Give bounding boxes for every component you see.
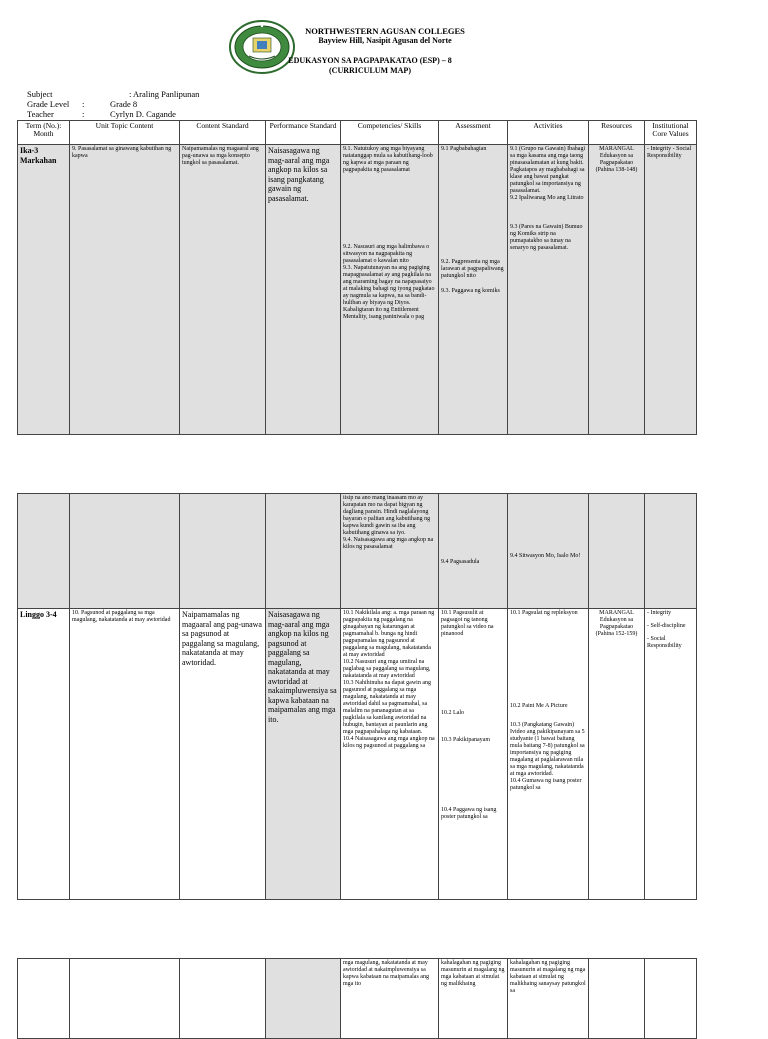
activity-item: 9.2 Ipaliwanag Mo ang Litrato bbox=[510, 195, 584, 201]
assessment-cell bbox=[439, 494, 508, 609]
resources-cell bbox=[589, 959, 645, 1039]
grade-label: Grade Level bbox=[27, 99, 70, 109]
performance-cell: Naisasagawa ng mag-aaral ang mga angkop na kilos ng pagsunod at paggalang sa magulang, nakatatanda at may awtoridad at nakaimpluwensiya sa kapwa kabataan na maipamalas ang mga ito. bbox=[266, 609, 341, 900]
document-title: EDUKASYON SA PAGPAPAKATAO (ESP) – 8 bbox=[288, 56, 452, 65]
school-header bbox=[300, 26, 470, 46]
value-item: - Social Responsibility bbox=[647, 636, 682, 649]
activity-item: 10.3 (Pangkatang Gawain) Ivideo ang pakikipanayam sa 5 studyante (1 bawat baitang mula baitang 7-8) patungkol sa importansiya ng pagiging magalang at paglalarawan nila sa mga magulang, nakatatanda at mga awtoridad. bbox=[510, 722, 585, 777]
activity-item: 9.4 Sitwasyon Mo, Isalo Mo! bbox=[510, 553, 581, 559]
competency-item: 9.4. Naisasagawa ang mga angkop na kilos ng pasasalamat bbox=[343, 537, 434, 550]
subject-label: Subject bbox=[27, 89, 53, 99]
competency-item: 10.1 Nakikilala ang: a. mga paraan ng pagpapakita ng paggalang na ginagabayan ng katarungan at pagmamahal b. bunga ng hindi pagpapamalas ng pagsunod at paggalang sa magulang, nakatatanda at may awtoridad bbox=[343, 610, 435, 658]
assessment-item: 10.4 Paggawa ng isang poster patungkol sa bbox=[441, 807, 497, 820]
school-address: Bayview Hill, Nasipit Agusan del Norte bbox=[318, 36, 452, 45]
teacher-label: Teacher bbox=[27, 109, 54, 119]
activities-cell bbox=[508, 494, 589, 609]
competency-item: 10.3 Nahihinuha na dapat gawin ang pagsunod at paggalang sa mga magulang, nakatatanda at may awtoridad dahil sa pagmamahal, sa malalim na pananagutan at sa pagkilala sa kanilang awtoridad na hubugin, bantayan at paunlarin ang mga pagpapahalaga ng kabataan. bbox=[343, 680, 431, 735]
header-activities: Activities bbox=[508, 121, 589, 145]
assessment-item: 10.2 Lalo bbox=[441, 710, 464, 716]
table-row bbox=[18, 959, 697, 1039]
competency-item: 9.2. Nasusuri ang mga halimbawa o sitwasyon na nagpapakita ng pasasalamat o kawalan nito bbox=[343, 244, 430, 264]
document-subtitle: (CURRICULUM MAP) bbox=[329, 66, 411, 75]
competencies-cell: mga magulang, nakatatanda at may awtoridad at nakaimpluwensiya sa kapwa kabataan na maipamalas ang mga ito bbox=[341, 959, 439, 1039]
performance-cell bbox=[266, 959, 341, 1039]
resources-cell: MARANGAL Edukasyon sa Pagpapakatao (Pahina 138-148) bbox=[589, 145, 645, 435]
grade-value: Grade 8 bbox=[110, 99, 138, 109]
header-performance: Performance Standard bbox=[266, 121, 341, 145]
document-title-block bbox=[270, 56, 470, 76]
teacher-colon: : bbox=[82, 109, 85, 119]
table-row bbox=[18, 494, 697, 609]
header-values: Institutional Core Values bbox=[645, 121, 697, 145]
unit-cell bbox=[70, 959, 180, 1039]
grade-colon: : bbox=[82, 99, 85, 109]
subject-value: : Araling Panlipunan bbox=[129, 89, 200, 99]
curriculum-table-3 bbox=[17, 958, 697, 1039]
header-resources: Resources bbox=[589, 121, 645, 145]
competencies-cell bbox=[341, 145, 439, 435]
teacher-value: Cyrlyn D. Cagande bbox=[110, 109, 176, 119]
activity-item: 10.2 Paint Me A Picture bbox=[510, 703, 568, 709]
curriculum-table-1 bbox=[17, 120, 697, 435]
resources-cell bbox=[589, 494, 645, 609]
assessment-item: 9.3. Paggawa ng komiks bbox=[441, 288, 500, 294]
activity-item: 9.3 (Pares na Gawain) Bumuo ng Komiks strip na pumapatakbo sa tunay na senaryo ng pasasalamat. bbox=[510, 224, 583, 251]
content-cell: Naipamamalas ng magaaral ang pag-unawa sa mga konsepto tungkol sa pasasalamat. bbox=[180, 145, 266, 435]
activities-cell: kahalagahan ng pagiging masunurin at magalang ng mga kabataan at simulat ng malikhaing sanaysay patungkol sa bbox=[508, 959, 589, 1039]
value-item: - Integrity bbox=[647, 610, 672, 616]
activity-item: 10.1 Pagsulat ng repleksyon bbox=[510, 610, 578, 616]
values-cell: - Integrity - Social Responsibility bbox=[645, 145, 697, 435]
curriculum-table-2 bbox=[17, 493, 697, 900]
assessment-cell bbox=[439, 609, 508, 900]
header-competencies: Competencies/ Skills bbox=[341, 121, 439, 145]
performance-cell: Naisasagawa ng mag-aaral ang mga angkop na kilos sa isang pangkatang gawain ng pasasalamat. bbox=[266, 145, 341, 435]
competencies-cell bbox=[341, 609, 439, 900]
content-cell: Naipamamalas ng magaaral ang pag-unawa sa pagsunod at paggalang sa magulang, nakatatanda at may awtoridad. bbox=[180, 609, 266, 900]
activities-cell bbox=[508, 609, 589, 900]
header-term: Term (No.): Month bbox=[18, 121, 70, 145]
header-row bbox=[18, 121, 697, 145]
competency-item: 10.2 Nasusuri ang mga umiiral na paglabag sa paggalang sa magulang, nakatatanda at may awtoridad bbox=[343, 659, 431, 679]
values-cell bbox=[645, 494, 697, 609]
values-cell bbox=[645, 959, 697, 1039]
header-assessment: Assessment bbox=[439, 121, 508, 145]
unit-cell: 9. Pasasalamat sa ginawang kabutihan ng kapwa bbox=[70, 145, 180, 435]
term-cell: Linggo 3-4 bbox=[18, 609, 70, 900]
competency-item: iisip na ano mang inaasam mo ay karapatan mo na dapat bigyan ng dagliang pansin. Hindi naglalayong bayaran o palitan ang kabutihang ng kapwa kundi gawin sa iba ang kabutihang ginawa sa iyo. bbox=[343, 495, 431, 536]
content-cell bbox=[180, 959, 266, 1039]
value-item: - Self-discipline bbox=[647, 623, 686, 629]
performance-cell bbox=[266, 494, 341, 609]
competency-item: 9.3. Napatutunayan na ang pagiging mapagpasalamat ay ang pagkilala na ang maraming bagay na napapasaiyo at malaking bahagi ng iyong pagkatao ay nagmula sa kapwa, na sa bandi-huliban ay biyaya ng Diyos. Kabaligtaran ito ng Entitlement Mentality, isang paniniwala o pag bbox=[343, 265, 435, 320]
resources-cell: MARANGAL Edukasyon sa Pagpapakatao (Pahina 152-159) bbox=[589, 609, 645, 900]
assessment-item: 10.3 Pakikipanayam bbox=[441, 737, 490, 743]
assessment-cell: kahalagahan ng pagiging masunurin at magalang ng mga kabataan at simulat ng malikhaing bbox=[439, 959, 508, 1039]
term-cell: Ika-3 Markahan bbox=[18, 145, 70, 435]
unit-cell bbox=[70, 494, 180, 609]
table-row bbox=[18, 609, 697, 900]
header-unit: Unit Topic Content bbox=[70, 121, 180, 145]
assessment-item: 9.4 Pagsasadula bbox=[441, 559, 480, 565]
term-cell bbox=[18, 494, 70, 609]
competencies-cell bbox=[341, 494, 439, 609]
header-content: Content Standard bbox=[180, 121, 266, 145]
assessment-item: 9.1 Pagbabahagian bbox=[441, 146, 487, 152]
values-cell bbox=[645, 609, 697, 900]
assessment-item: 9.2. Pagpresenta ng mga larawan at pagpapaliwang patungkol nito bbox=[441, 259, 504, 279]
school-name: NORTHWESTERN AGUSAN COLLEGES bbox=[305, 26, 465, 36]
table-row bbox=[18, 145, 697, 435]
unit-cell: 10. Pagsunod at paggalang sa mga magulang, nakatatanda at may awtoridad bbox=[70, 609, 180, 900]
term-cell bbox=[18, 959, 70, 1039]
activity-item: 9.1 (Grupo na Gawain) Ibahagi sa mga kasama ang mga taong pinasasalamatan at kung bakit. Pagkatapos ay magbabahagi sa klase ang bawat pangkat patungkol sa importansiya ng pasasalamat. bbox=[510, 146, 586, 194]
content-cell bbox=[180, 494, 266, 609]
competency-item: 10.4 Naisasagawa ang mga angkop na kilos ng pagsunod at paggalang sa bbox=[343, 736, 435, 749]
competency-item: 9.1. Natutukoy ang mga biyayang natatanggap mula sa kabutihang-loob ng kapwa at mga paraan ng pagpapakita ng pasasalamat bbox=[343, 146, 433, 173]
assessment-item: 10.1 Pagsusulit at pagsagot ng tanong patungkol sa video na pinanood bbox=[441, 610, 494, 637]
activities-cell bbox=[508, 145, 589, 435]
assessment-cell bbox=[439, 145, 508, 435]
activity-item: 10.4 Gumawa ng isang poster patungkol sa bbox=[510, 778, 582, 791]
